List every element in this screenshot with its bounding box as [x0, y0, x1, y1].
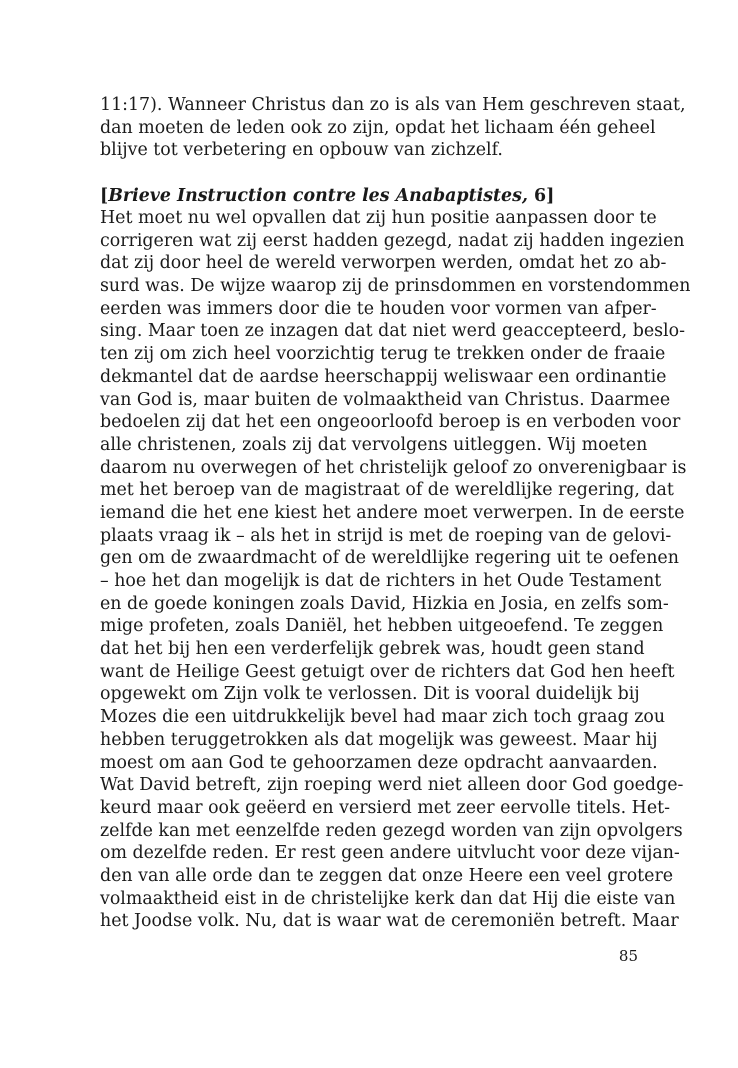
text-line: iemand die het ene kiest het andere moet verwerpen. In de eerste: [100, 502, 685, 523]
text-line: alle christenen, zoals zij dat vervolgens uitleggen. Wij moeten: [100, 434, 648, 455]
text-line: om dezelfde reden. Er rest geen andere uitvlucht voor deze vijan-: [100, 843, 680, 864]
text-line: keurd maar ook geëerd en versierd met zeer eervolle titels. Het-: [100, 797, 670, 818]
text-line: blijve tot verbetering en opbouw van zichzelf.: [100, 140, 503, 161]
text-line: van God is, maar buiten de volmaaktheid van Christus. Daarmee: [100, 389, 671, 410]
text-line: den van alle orde dan te zeggen dat onze Heere een veel grotere: [100, 865, 674, 886]
section-heading: [100, 185, 554, 208]
text-line: eerden was immers door die te houden voor vormen van afper-: [100, 298, 657, 319]
text-line: gen om de zwaardmacht of de wereldlijke regering uit te oefenen: [100, 548, 679, 569]
paragraph-1: [100, 94, 686, 162]
text-line: met het beroep van de magistraat of de wereldlijke regering, dat: [100, 480, 674, 501]
text-line: sing. Maar toen ze inzagen dat dat niet werd geaccepteerd, beslo-: [100, 321, 685, 342]
text-line: 11:17). Wanneer Christus dan zo is als van Hem geschreven staat,: [100, 95, 686, 115]
text-line: volmaaktheid eist in de christelijke kerk dan dat Hij die eiste van: [100, 888, 676, 909]
text-line: dat zij door heel de wereld verworpen werden, omdat het zo ab-: [100, 253, 667, 274]
heading-title: Brieve Instruction contre les Anabaptistes,: [108, 186, 528, 206]
text-line: ten zij om zich heel voorzichtig terug te trekken onder de fraaie: [100, 344, 666, 365]
text-line: surd was. De wijze waarop zij de prinsdommen en vorstendommen: [100, 276, 691, 297]
text-line: dat het bij hen een verderfelijk gebrek was, houdt geen stand: [100, 639, 645, 660]
text-line: plaats vraag ik – als het in strijd is met de roeping van de gelovi-: [100, 525, 672, 546]
heading-bracket-open: [: [100, 186, 109, 206]
text-line: dan moeten de leden ook zo zijn, opdat het lichaam één geheel: [100, 117, 656, 138]
text-line: Het moet nu wel opvallen dat zij hun positie aanpassen door te: [100, 208, 657, 228]
text-line: corrigeren wat zij eerst hadden gezegd, nadat zij hadden ingezien: [100, 230, 685, 251]
text-line: bedoelen zij dat het een ongeoorloofd beroep is en verboden voor: [100, 412, 681, 433]
heading-number: 6]: [527, 186, 555, 206]
page-number: 85: [618, 947, 638, 965]
text-line: Wat David betreft, zijn roeping werd niet alleen door God goedge-: [100, 775, 684, 796]
text-line: en de goede koningen zoals David, Hizkia en Josia, en zelfs som-: [100, 593, 669, 614]
text-line: zelfde kan met eenzelfde reden gezegd worden van zijn opvolgers: [100, 820, 683, 841]
text-line: hebben teruggetrokken als dat mogelijk was geweest. Maar hij: [100, 729, 658, 750]
text-line: opgewekt om Zijn volk te verlossen. Dit is vooral duidelijk bij: [100, 684, 640, 705]
text-line: dekmantel dat de aardse heerschappij weliswaar een ordinantie: [100, 366, 667, 387]
paragraph-2: [100, 207, 691, 933]
text-line: mige profeten, zoals Daniël, het hebben uitgeoefend. Te zeggen: [100, 616, 664, 637]
text-line: daarom nu overwegen of het christelijk geloof zo onverenigbaar is: [100, 457, 687, 478]
text-line: het Joodse volk. Nu, dat is waar wat de ceremoniën betreft. Maar: [100, 911, 679, 932]
text-line: – hoe het dan mogelijk is dat de richters in het Oude Testament: [100, 571, 662, 591]
text-line: want de Heilige Geest getuigt over de richters dat God hen heeft: [100, 661, 675, 682]
text-line: moest om aan God te gehoorzamen deze opdracht aanvaarden.: [100, 752, 658, 773]
text-line: Mozes die een uitdrukkelijk bevel had maar zich toch graag zou: [100, 707, 666, 728]
